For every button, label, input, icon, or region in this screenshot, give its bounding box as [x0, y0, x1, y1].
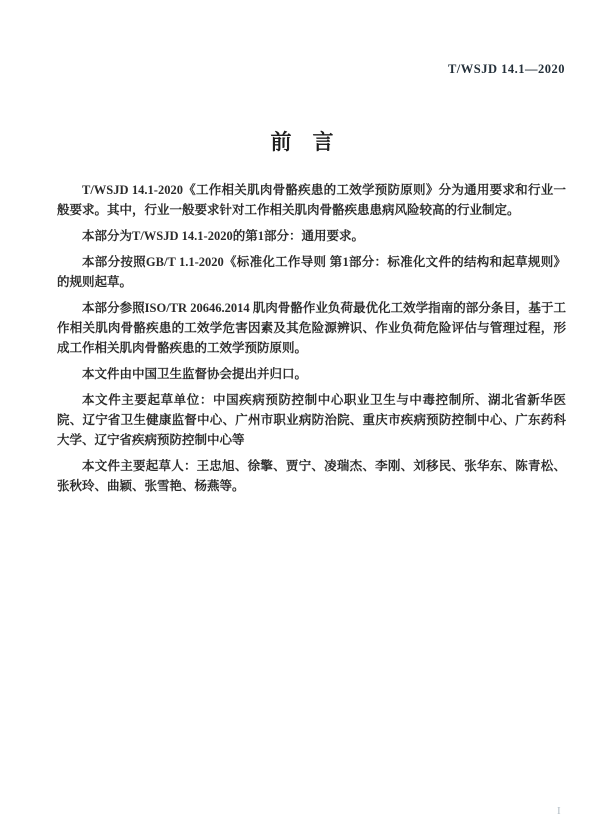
- standard-number-header: T/WSJD 14.1—2020: [447, 62, 565, 76]
- foreword-title: 前 言: [270, 131, 334, 154]
- foreword-paragraph: 本部分参照ISO/TR 20646.2014 肌肉骨骼作业负荷最优化工效学指南的部分条目，基于工作相关肌肉骨骼疾患的工效学危害因素及其危险源辨识、作业负荷危险评估与管理过程，形成工作相关肌肉骨骼疾患的工效学预防原则。: [57, 301, 566, 355]
- page-number: I: [557, 805, 561, 817]
- foreword-paragraph: 本文件主要起草人：王忠旭、徐擎、贾宁、凌瑞杰、李刚、刘移民、张华东、陈青松、张秋玲、曲颖、张雪艳、杨燕等。: [57, 459, 566, 493]
- foreword-paragraph: 本部分为T/WSJD 14.1-2020的第1部分：通用要求。: [82, 229, 364, 243]
- foreword-paragraph: 本文件主要起草单位：中国疾病预防控制中心职业卫生与中毒控制所、湖北省新华医院、辽宁省卫生健康监督中心、广州市职业病防治院、重庆市疾病预防控制中心、广东药科大学、辽宁省疾病预防控制中心等: [57, 393, 566, 447]
- foreword-paragraph: 本文件由中国卫生监督协会提出并归口。: [82, 367, 308, 381]
- foreword-paragraph: T/WSJD 14.1-2020《工作相关肌肉骨骼疾患的工效学预防原则》分为通用要求和行业一般要求。其中，行业一般要求针对工作相关肌肉骨骼疾患患病风险较高的行业制定。: [57, 183, 566, 217]
- foreword-body: [57, 180, 566, 502]
- foreword-paragraph: 本部分按照GB/T 1.1-2020《标准化工作导则 第1部分：标准化文件的结构和起草规则》的规则起草。: [57, 255, 566, 289]
